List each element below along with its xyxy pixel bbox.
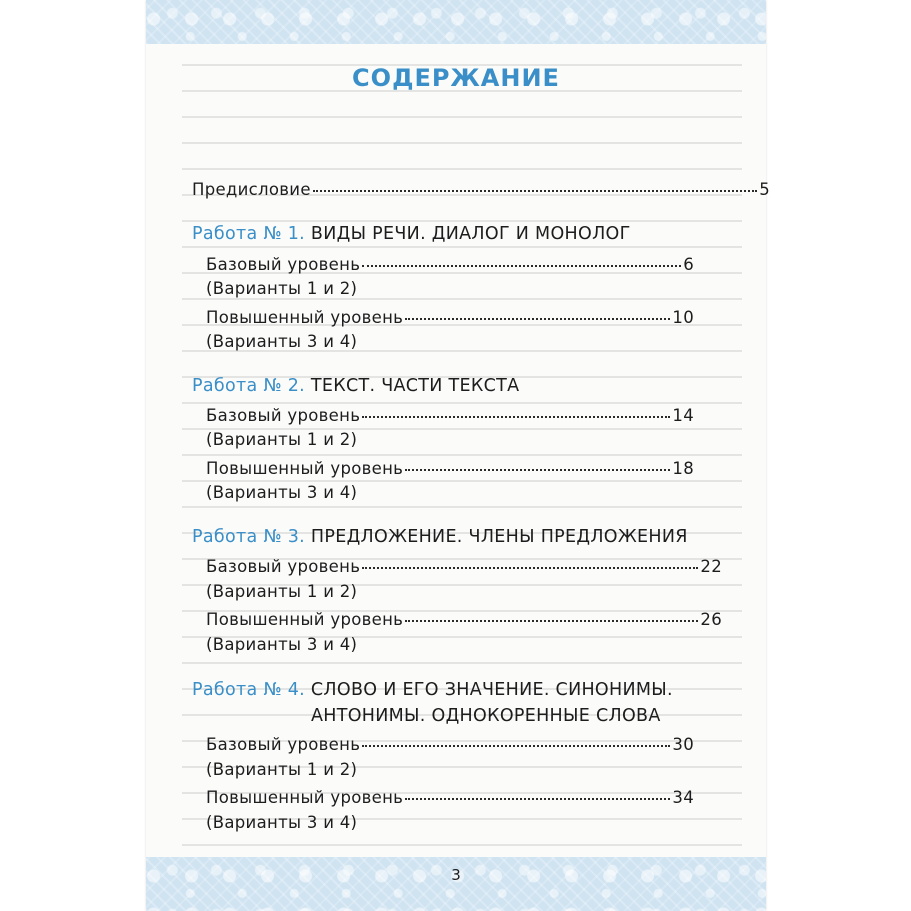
toc-page: 18 bbox=[672, 459, 694, 478]
toc-page: 34 bbox=[672, 788, 694, 807]
toc-page: 6 bbox=[683, 255, 694, 274]
work-heading-1 bbox=[192, 224, 631, 244]
leader-dots bbox=[362, 416, 670, 418]
work-title: ВИДЫ РЕЧИ. ДИАЛОГ И МОНОЛОГ bbox=[310, 224, 631, 244]
work-number: Работа № 4. bbox=[192, 680, 306, 700]
toc-label: Базовый уровень bbox=[206, 255, 361, 274]
toc-label: Повышенный уровень bbox=[206, 610, 404, 629]
toc-page: 14 bbox=[672, 406, 694, 425]
variants-basic-4: (Варианты 1 и 2) bbox=[206, 760, 358, 779]
work-title-line2: АНТОНИМЫ. ОДНОКОРЕННЫЕ СЛОВА bbox=[311, 706, 661, 726]
toc-entry-basic-2 bbox=[206, 406, 694, 425]
toc-entry-advanced-3 bbox=[206, 610, 722, 629]
toc-page: 10 bbox=[672, 308, 694, 327]
toc-label: Повышенный уровень bbox=[206, 308, 404, 327]
toc-label: Базовый уровень bbox=[206, 735, 361, 754]
leader-dots bbox=[405, 318, 670, 320]
toc-label: Предисловие bbox=[192, 180, 311, 199]
decorative-top-band bbox=[146, 0, 766, 44]
leader-dots bbox=[405, 469, 670, 471]
page-number: 3 bbox=[451, 866, 461, 884]
toc-page: 5 bbox=[759, 180, 770, 199]
variants-advanced-4: (Варианты 3 и 4) bbox=[206, 813, 358, 832]
toc-label: Базовый уровень bbox=[206, 557, 361, 576]
variants-basic-1: (Варианты 1 и 2) bbox=[206, 279, 358, 298]
variants-basic-3: (Варианты 1 и 2) bbox=[206, 582, 358, 601]
toc-page: 26 bbox=[700, 610, 722, 629]
leader-dots bbox=[362, 745, 670, 747]
toc-label: Повышенный уровень bbox=[206, 788, 404, 807]
variants-basic-2: (Варианты 1 и 2) bbox=[206, 430, 358, 449]
work-heading-3 bbox=[192, 527, 688, 547]
work-title: ПРЕДЛОЖЕНИЕ. ЧЛЕНЫ ПРЕДЛОЖЕНИЯ bbox=[310, 527, 688, 547]
toc-entry-basic-1 bbox=[206, 255, 694, 274]
contents-title: СОДЕРЖАНИЕ bbox=[352, 64, 560, 92]
toc-label: Повышенный уровень bbox=[206, 459, 404, 478]
toc-entry-advanced-2 bbox=[206, 459, 694, 478]
toc-page: 30 bbox=[672, 735, 694, 754]
leader-dots bbox=[362, 567, 698, 569]
work-number: Работа № 1. bbox=[192, 224, 306, 244]
leader-dots bbox=[313, 190, 757, 192]
book-page bbox=[146, 0, 770, 911]
toc-page: 22 bbox=[700, 557, 722, 576]
work-title: СЛОВО И ЕГО ЗНАЧЕНИЕ. СИНОНИМЫ. bbox=[310, 680, 673, 700]
leader-dots bbox=[405, 798, 670, 800]
leader-dots bbox=[362, 265, 681, 267]
toc-entry-basic-4 bbox=[206, 735, 694, 754]
toc-entry-advanced-4 bbox=[206, 788, 694, 807]
toc-entry-basic-3 bbox=[206, 557, 722, 576]
leader-dots bbox=[405, 620, 698, 622]
work-heading-4 bbox=[192, 680, 673, 700]
variants-advanced-2: (Варианты 3 и 4) bbox=[206, 483, 358, 502]
variants-advanced-1: (Варианты 3 и 4) bbox=[206, 332, 358, 351]
toc-entry-preface bbox=[192, 180, 770, 199]
work-number: Работа № 3. bbox=[192, 527, 306, 547]
work-title: ТЕКСТ. ЧАСТИ ТЕКСТА bbox=[310, 376, 520, 396]
work-heading-2 bbox=[192, 376, 519, 396]
toc-entry-advanced-1 bbox=[206, 308, 694, 327]
toc-label: Базовый уровень bbox=[206, 406, 361, 425]
variants-advanced-3: (Варианты 3 и 4) bbox=[206, 635, 358, 654]
work-number: Работа № 2. bbox=[192, 376, 306, 396]
